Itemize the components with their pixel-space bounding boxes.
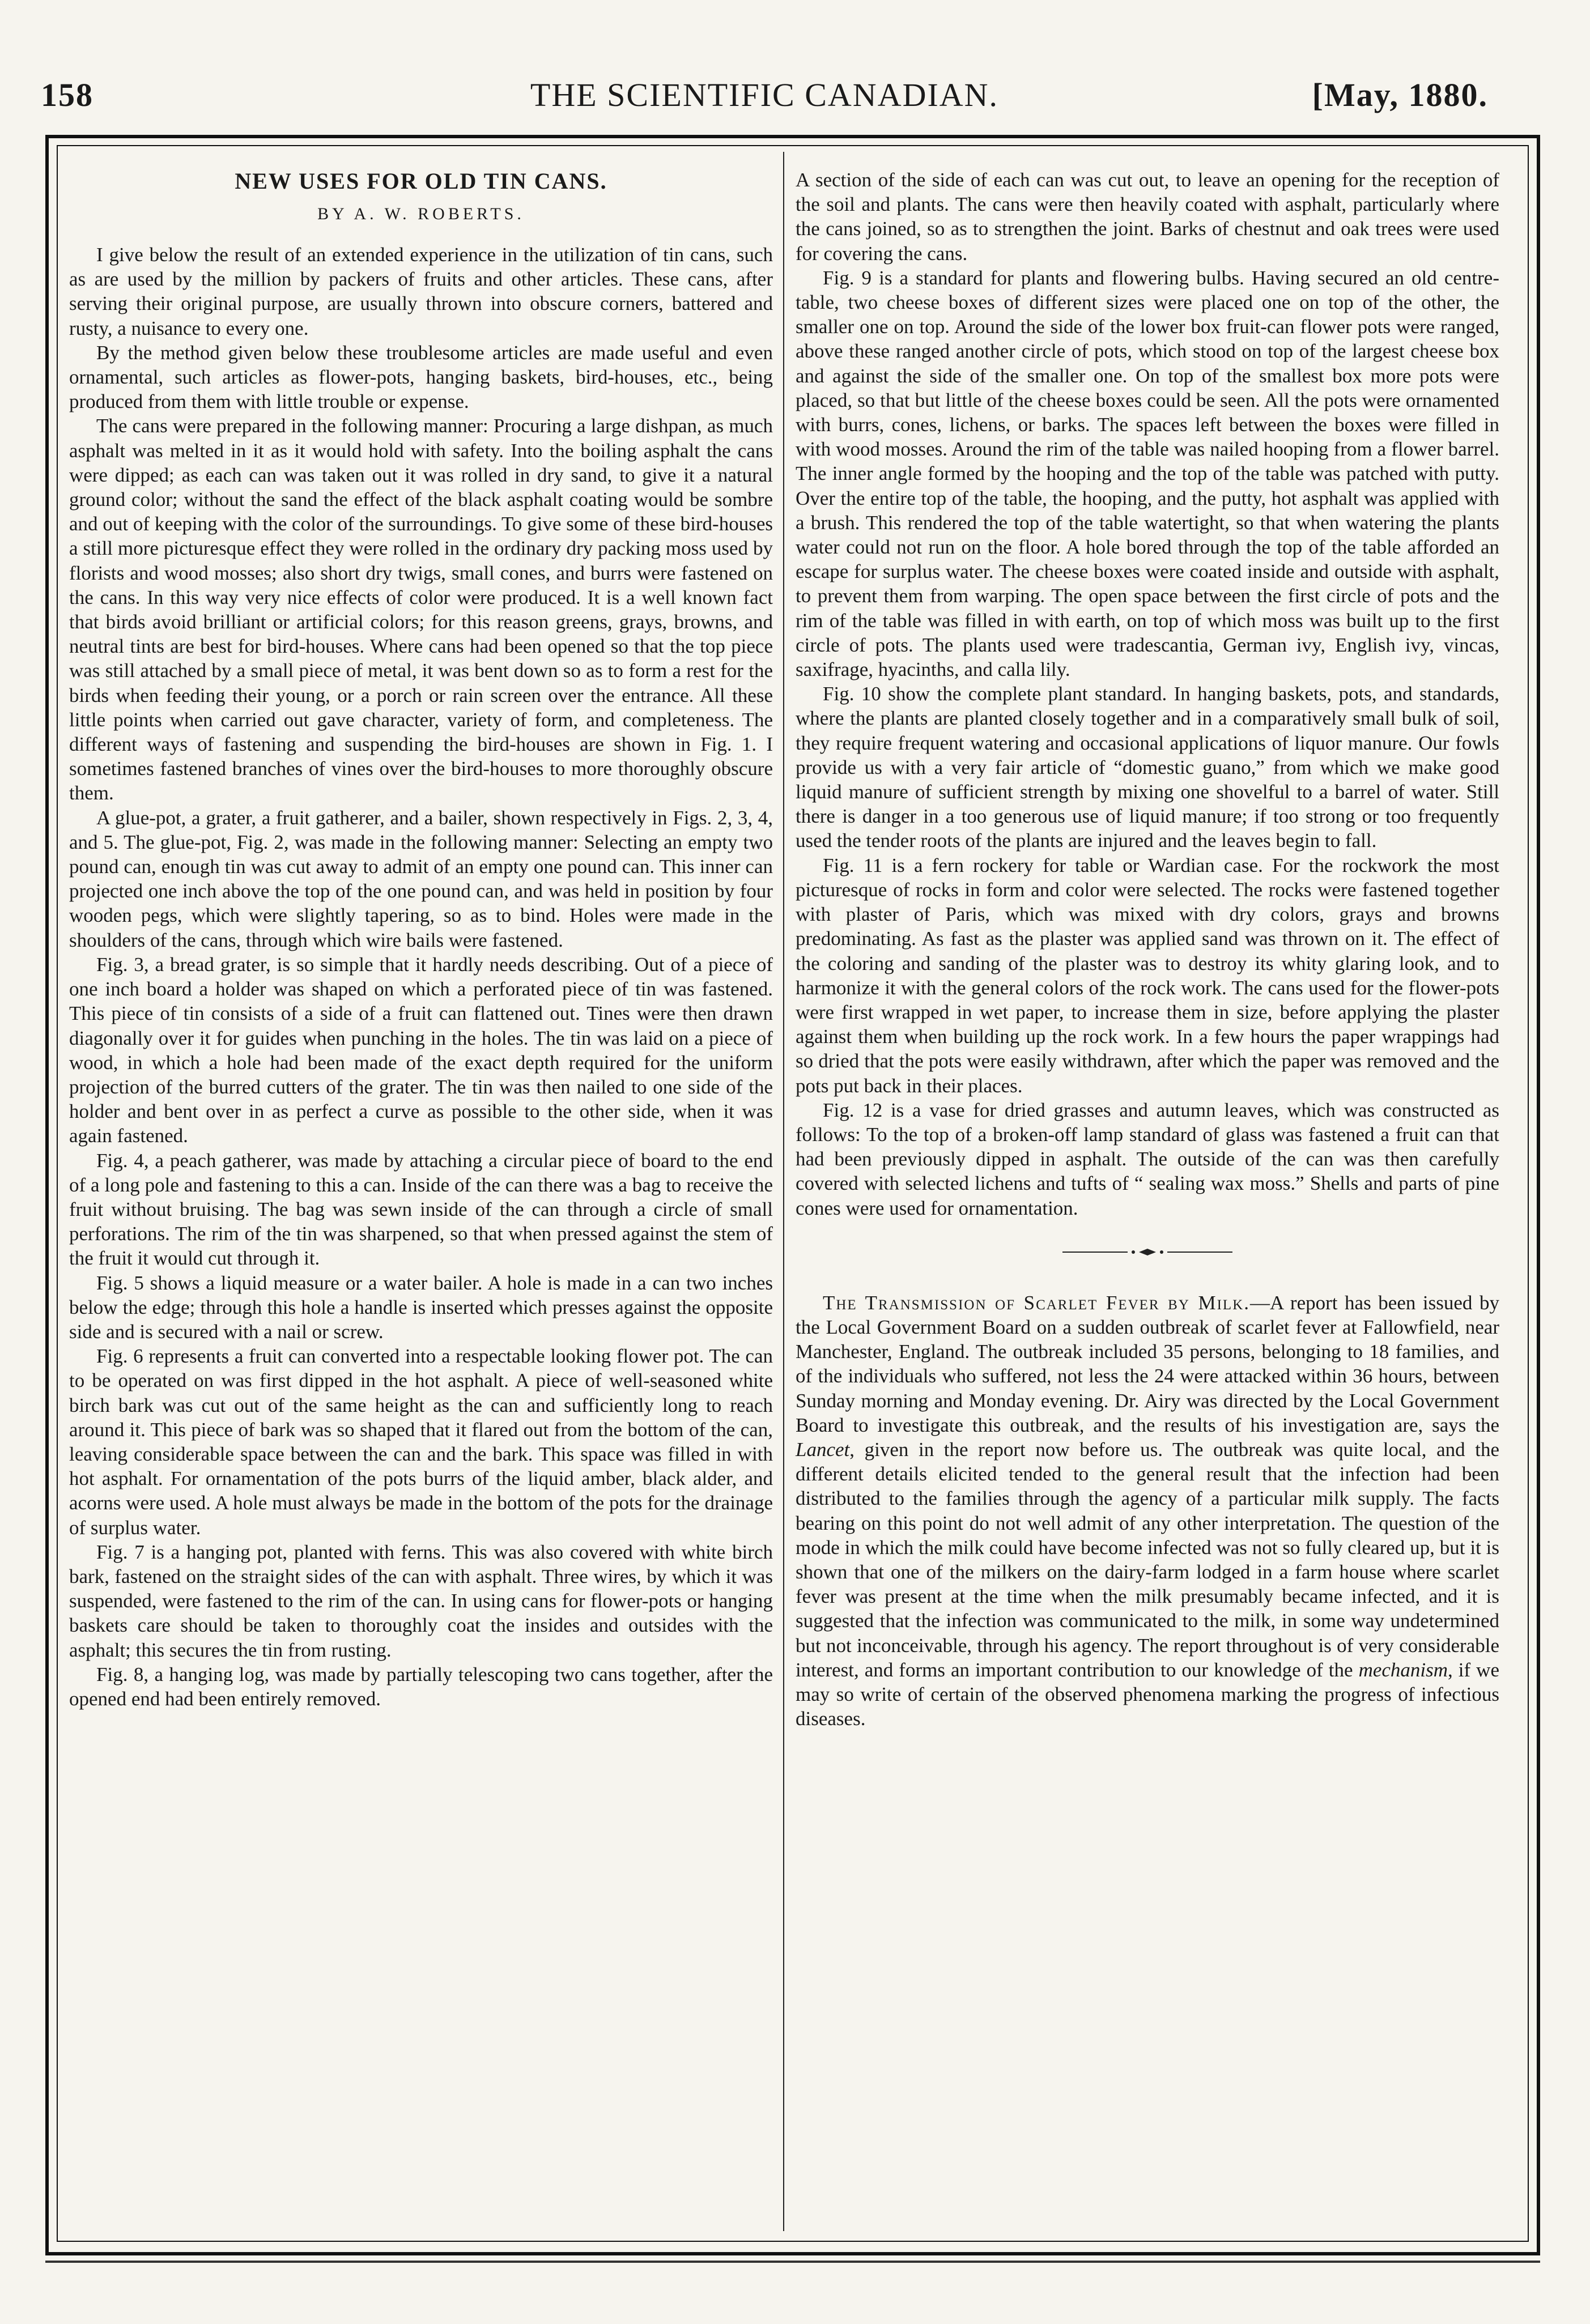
article-paragraph: Fig. 3, a bread grater, is so simple that it hardly needs describing. Out of a piece of one inch board a holder was shaped on which a perforated piece of tin was fastened. This piece of tin consists of a side of a fruit can flattened out. Tines were then drawn diagonally over it for guides when punching in the holes. The tin was laid on a piece of wood, in which a hole had been made of the exact depth required for the uniform projection of the burred cutters of the grater. The tin was then nailed to one side of the holder and bent over in as perfect a curve as possible to the other side, when it was again fastened. — [69, 953, 773, 1147]
running-header — [41, 73, 1488, 118]
ornament-rule-icon — [1062, 1246, 1232, 1258]
publication-name: Lancet — [796, 1438, 850, 1461]
article-paragraph: By the method given below these troublesome articles are made useful and even ornamental, such articles as flower-pots, hanging baskets, bird-houses, etc., being produced from them with little trouble or expense. — [69, 341, 773, 413]
article-paragraph: Fig. 9 is a standard for plants and flowering bulbs. Having secured an old centre-table, two cheese boxes of different sizes were placed one on top of the other, the smaller one on top. Around the side of the lower box fruit-can flower pots were ranged, above these ranged another circle of pots, which stood on top of the largest cheese box and against the side of the smaller one. On top of the smallest box more pots were placed, so that but little of the cheese boxes could be seen. All the pots were ornamented with burrs, cones, lichens, or barks. The spaces left between the boxes were filled in with wood mosses. Around the rim of the table was nailed hooping from a flower barrel. The inner angle formed by the hooping and the top of the table was patched with putty. Over the entire top of the table, the hooping, and the putty, hot asphalt was applied with a brush. This rendered the top of the table watertight, so that when watering the plants water could not run on the floor. A hole bored through the top of the table afforded an escape for surplus water. The cheese boxes were coated inside and outside with asphalt, to prevent them from warping. The open space between the first circle of pots and the rim of the table was filled in with earth, on top of which moss was built up to the first circle of pots. The plants used were tradescantia, German ivy, English ivy, vincas, saxifrage, hyacinths, and calla lily. — [796, 266, 1499, 681]
article-paragraph: A section of the side of each can was cut out, to leave an opening for the reception of the soil and plants. The cans were then heavily coated with asphalt, particularly where the cans joined, so as to strengthen the joint. Barks of chestnut and oak trees were used for covering the cans. — [796, 169, 1499, 265]
article-paragraph: Fig. 11 is a fern rockery for table or Wardian case. For the rockwork the most picturesque of rocks in form and color were selected. The rocks were fastened together with plaster of Paris, which was mixed with dry colors, grays and browns predominating. As fast as the plaster was applied sand was thrown on it. The effect of the coloring and sanding of the plaster was to destroy its whity glaring look, and to harmonize it with the general colors of the rock work. The cans used for the flower-pots were first wrapped in wet paper, to increase them in size, before applying the plaster against them when building up the rock work. In a few hours the paper wrappings had so dried that the pots were easily withdrawn, after which the paper was removed and the pots put back in their places. — [796, 854, 1499, 1097]
right-column — [796, 168, 1499, 1731]
left-column — [69, 168, 773, 1711]
article-paragraph: Fig. 7 is a hanging pot, planted with ferns. This was also covered with white birch bark, fastened on the straight sides of the can with asphalt. Three wires, by which it was suspended, were fastened to the rim of the can. In using cans for flower-pots or hanging baskets care should be taken to thoroughly coat the insides and outsides with the asphalt; this secures the tin from rusting. — [69, 1540, 773, 1661]
article-byline: BY A. W. ROBERTS. — [317, 205, 525, 223]
news-text: —A report has been issued by the Local Government Board on a sudden outbreak of scarlet fever at Fallowfield, near Manchester, England. The outbreak included 35 persons, belonging to 18 families, and of the individuals who suffered, not less the 24 were attacked within 36 hours, between Sunday morning and Monday evening. Dr. Airy was directed by the Local Government Board to investigate this outbreak, and the results of his investigation are, says the — [796, 1291, 1500, 1436]
news-text: , if we may so write of certain of the observed phenomena marking the progress of infectious diseases. — [796, 1658, 1499, 1730]
bottom-rule — [45, 2261, 1540, 2263]
issue-date: [May, 1880. — [1312, 76, 1488, 113]
article-paragraph: A glue-pot, a grater, a fruit gatherer, and a bailer, shown respectively in Figs. 2, 3, 4, and 5. The glue-pot, Fig. 2, was made in the following manner: Selecting an empty two pound can, enough tin was cut away to admit of an empty one pound can. This inner can projected one inch above the top of the one pound can, and was held in position by four wooden pegs, which were slightly tapering, so as to bind. Holes were made in the shoulders of the cans, through which wire bails were fastened. — [69, 806, 773, 951]
article-paragraph: Fig. 12 is a vase for dried grasses and autumn leaves, which was constructed as follows: To the top of a broken-off lamp standard of glass was fastened a fruit can that had been previously dipped in asphalt. The outside of the can was then carefully covered with selected lichens and tufts of “ sealing wax moss.” Shells and parts of pine cones were used for ornamentation. — [796, 1099, 1499, 1219]
news-text: , given in the report now before us. The outbreak was quite local, and the different details elicited tended to the general result that the infection had been distributed to the families through the agency of a particular milk supply. The facts bearing on this point do not well admit of any other interpretation. The question of the mode in which the milk could have become infected was not so fully cleared up, but it is shown that one of the milkers on the dairy-farm lodged in a farm house where scarlet fever was present at the time when the milk presumably became infected, and it is suggested that the infection was communicated to the milk, in some way undetermined but not inconceivable, through his agency. The report throughout is of very considerable interest, and forms an important contribution to our knowledge of the — [796, 1438, 1499, 1681]
news-item — [796, 1291, 1499, 1731]
article-paragraph: I give below the result of an extended experience in the utilization of tin cans, such as are used by the million by packers of fruits and other articles. These cans, after serving their original purpose, are usually thrown into obscure corners, battered and rusty, a nuisance to every one. — [69, 244, 773, 339]
section-ornament — [796, 1243, 1499, 1260]
article-paragraph: Fig. 6 represents a fruit can converted into a respectable looking flower pot. The can to be operated on was first dipped in the hot asphalt. A piece of well-seasoned white birch bark was cut out of the same height as the can and sufficiently long to reach around it. This piece of bark was so shaped that it flared out from the bottom of the can, leaving considerable space between the can and the bark. This space was filled in with hot asphalt. For ornamentation of the pots burrs of the liquid amber, black alder, and acorns were used. A hole must always be made in the bottom of the pots for the drainage of surplus water. — [69, 1345, 773, 1539]
journal-title: THE SCIENTIFIC CANADIAN. — [530, 76, 999, 113]
page-number: 158 — [41, 76, 93, 113]
article-paragraph: Fig. 4, a peach gatherer, was made by attaching a circular piece of board to the end of a long pole and fastening to this a can. Inside of the can there was a bag to receive the fruit without bruising. The bag was sewn inside of the can through a circle of small perforations. The rim of the tin was sharpened, so that when pressed against the stem of the fruit it would cut through it. — [69, 1149, 773, 1270]
article-paragraph: The cans were prepared in the following manner: Procuring a large dishpan, as much asphalt was melted in it as it would hold with safety. Into the boiling asphalt the cans were dipped; as each can was taken out it was rolled in dry sand, to give it a natural ground color; without the sand the effect of the black asphalt coating would be sombre and out of keeping with the color of the surroundings. To give some of these bird-houses a still more picturesque effect they were rolled in the ordinary dry packing moss used by florists and wood mosses; also short dry twigs, small cones, and burrs were fastened on the cans. In this way very nice effects of color were produced. It is a well known fact that birds avoid brilliant or artificial colors; for this reason greens, grays, browns, and neutral tints are best for bird-houses. Where cans had been opened so that the top piece was still attached by a small piece of metal, it was bent down so as to form a rest for the birds when feeding their young, or a porch or rain screen over the entrance. All these little points when carried out gave character, variety of form, and completeness. The different ways of fastening and suspending the bird-houses are shown in Fig. 1. I sometimes fastened branches of vines over the bird-houses to more thoroughly obscure them. — [69, 415, 773, 805]
column-divider — [783, 152, 784, 2231]
emphasis-word: mechanism — [1358, 1658, 1448, 1681]
article-title: NEW USES FOR OLD TIN CANS. — [235, 168, 607, 194]
article-paragraph: Fig. 10 show the complete plant standard. In hanging baskets, pots, and standards, where the plants are planted closely together and in a comparatively small bulk of soil, they require frequent watering and occasional applications of liquor manure. Our fowls provide us with a very fair article of “domestic guano,” from which we make good liquid manure of sufficient strength by mixing one shovelful to a barrel of water. Still there is danger in a too generous use of liquid manure; if too strong or too frequently used the tender roots of the plants are injured and the leaves begin to fall. — [796, 683, 1499, 852]
article-paragraph: Fig. 8, a hanging log, was made by partially telescoping two cans together, after the opened end had been entirely removed. — [69, 1663, 773, 1710]
article-paragraph: Fig. 5 shows a liquid measure or a water bailer. A hole is made in a can two inches below the edge; through this hole a handle is inserted which presses against the opposite side and is secured with a nail or screw. — [69, 1271, 773, 1343]
news-lead-in: The Transmission of Scarlet Fever by Milk. — [823, 1291, 1250, 1314]
